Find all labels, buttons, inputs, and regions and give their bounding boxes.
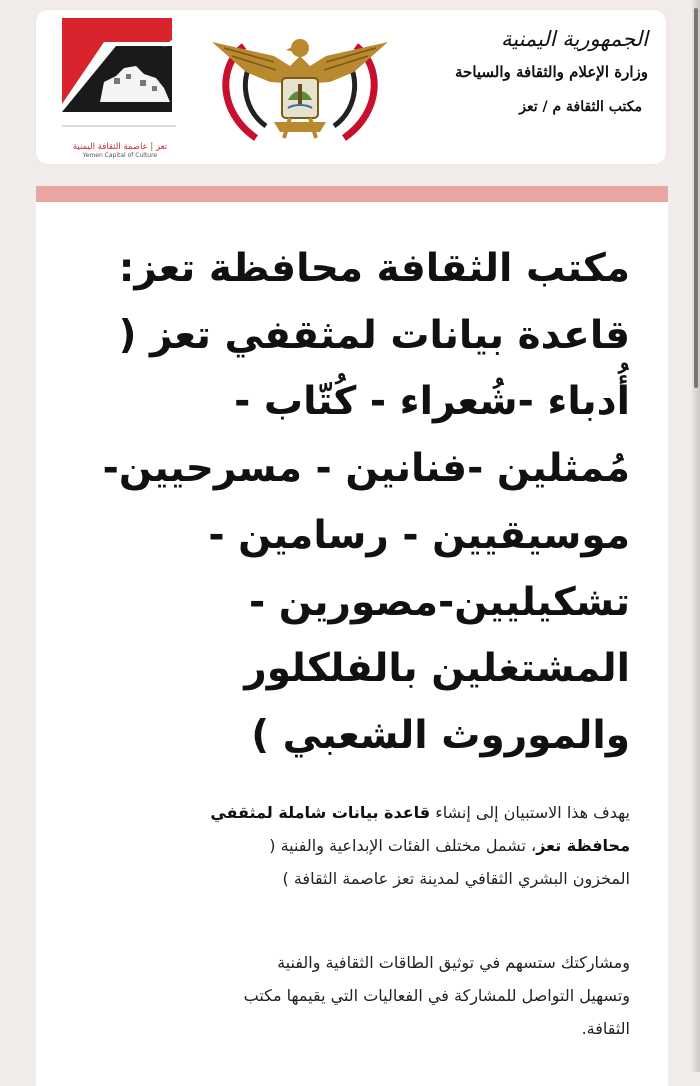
description-line: الثقافة. (581, 1019, 630, 1038)
form-description-intro (40, 796, 630, 895)
scrollbar-thumb[interactable] (694, 8, 698, 388)
form-title (70, 236, 630, 770)
description-bold: قاعدة بيانات شاملة لمثقفي (210, 803, 431, 822)
form-title-line: مكتب الثقافة محافظة تعز: (118, 246, 630, 291)
ministry-letterhead (348, 24, 648, 120)
republic-name: الجمهورية اليمنية (500, 27, 648, 51)
description-bold: محافظة تعز (536, 836, 630, 855)
description-line (40, 829, 630, 862)
form-title-line: المشتغلين بالفلكلور (244, 646, 630, 692)
form-title-line: والموروث الشعبي ) (251, 712, 630, 758)
logo-caption-en: Yemen Capital of Culture (82, 152, 158, 159)
description-line (40, 796, 630, 829)
form-title-line: أُدباء -شُعراء - كُتّاب - (234, 379, 630, 425)
form-title-line: قاعدة بيانات لمثقفي تعز ( (118, 312, 630, 358)
form-accent-bar (36, 186, 668, 202)
description-text: يهدف هذا الاستبيان إلى إنشاء (430, 803, 630, 822)
form-title-line: تشكيليين-مصورين - (249, 579, 630, 625)
scroll-track[interactable] (692, 0, 700, 1072)
logo-caption (60, 142, 180, 159)
form-description-participation (40, 946, 630, 1045)
description-text: ، تشمل مختلف الفئات الإبداعية والفنية ( (269, 836, 537, 855)
form-title-line: مُمثلين -فنانين - مسرحيين- (102, 446, 630, 492)
taiz-culture-logo (60, 16, 205, 156)
description-line: وتسهيل التواصل للمشاركة في الفعاليات التي يقيمها مكتب (243, 986, 630, 1005)
description-line: ومشاركتك ستسهم في توثيق الطاقات الثقافية والفنية (277, 953, 630, 972)
ministry-name: وزارة الإعلام والثقافة والسياحة (455, 63, 648, 81)
office-name: مكتب الثقافة م / تعز (519, 99, 642, 115)
logo-wordmark: تعز (164, 17, 205, 47)
description-line: المخزون البشري الثقافي لمدينة تعز عاصمة الثقافة ) (282, 869, 630, 888)
logo-caption-ar: تعز | عاصمة الثقافة اليمنية (72, 142, 168, 152)
form-title-line: موسيقيين - رسامين - (208, 512, 630, 558)
